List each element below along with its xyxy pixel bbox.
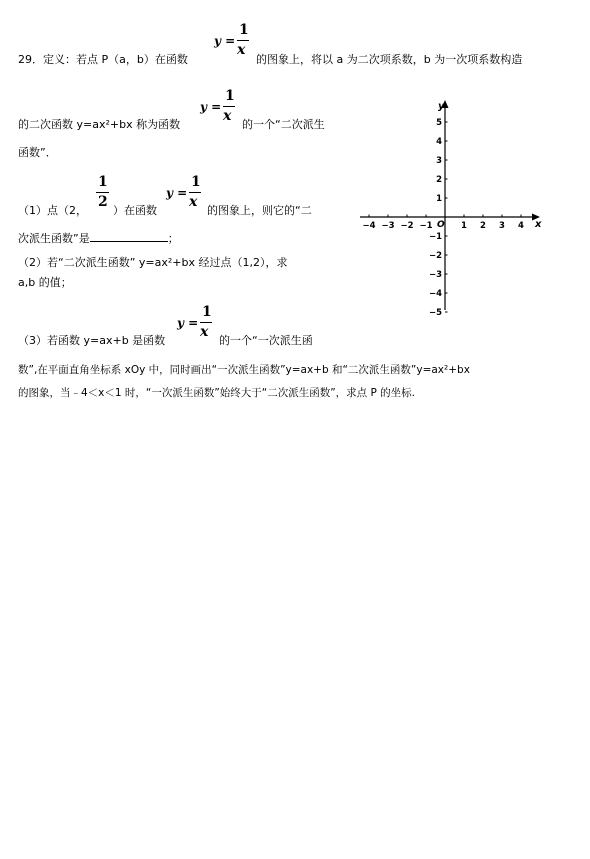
y-tick-label: 1 xyxy=(436,194,442,204)
problem-line-1: 29．定义：若点 P（a，b）在函数 xyxy=(18,53,188,66)
problem-line-1-tail: 的图象上，将以 a 为二次项系数，b 为一次项系数构造 xyxy=(256,53,523,66)
y-tick-label: −2 xyxy=(428,251,442,261)
x-tick-label: 2 xyxy=(480,221,486,231)
question-3-part-b: 的一个“一次派生函 xyxy=(219,334,313,347)
question-3-line-3: 的图象，当﹣4＜x＜1 时，“一次派生函数”始终大于“二次派生函数”，求点 P 的坐标. xyxy=(18,387,416,399)
half-denominator: 2 xyxy=(98,194,108,210)
question-1-prompt: 次派生函数”是 xyxy=(18,232,90,245)
problem-line-2: 的二次函数 y=ax²+bx 称为函数 xyxy=(18,118,181,131)
half-numerator: 1 xyxy=(98,174,108,190)
question-1-line-2 xyxy=(18,232,179,246)
x-tick-label: −4 xyxy=(362,221,376,231)
x-tick-label: 4 xyxy=(518,221,524,231)
formula-y-equals-1-over-x xyxy=(166,175,206,217)
x-tick-label: 1 xyxy=(461,221,467,231)
question-1-part-c: 的图象上，则它的“二 xyxy=(207,204,312,217)
formula-denominator: x xyxy=(237,42,246,58)
question-1-end: ； xyxy=(167,232,179,245)
answer-blank[interactable] xyxy=(90,232,168,242)
question-3-line-2: 数”,在平面直角坐标系 xOy 中，同时画出“一次派生函数”y=ax+b 和“二次派生函数”y=ax²+bx xyxy=(18,364,470,376)
formula-lhs: y = xyxy=(200,100,222,114)
y-tick-label: 4 xyxy=(436,137,442,147)
question-1-part-b: ）在函数 xyxy=(113,204,157,217)
formula-denominator: x xyxy=(223,108,232,124)
y-axis-label: y xyxy=(438,101,445,112)
y-tick-label: −1 xyxy=(428,232,442,242)
y-tick-label: 3 xyxy=(436,156,442,166)
question-3-part-a: （3）若函数 y=ax+b 是函数 xyxy=(18,334,166,347)
coordinate-axes xyxy=(350,95,550,325)
fraction-one-half xyxy=(96,175,110,217)
x-tick-label: −2 xyxy=(400,221,414,231)
formula-numerator: 1 xyxy=(202,304,212,320)
y-tick-label: 2 xyxy=(436,175,442,185)
x-axis-label: x xyxy=(535,219,542,230)
formula-y-equals-1-over-x xyxy=(200,89,240,131)
question-2-line-2: a,b 的值； xyxy=(18,276,72,289)
y-tick-label: 5 xyxy=(436,118,442,128)
question-2-line-1: （2）若“二次派生函数” y=ax²+bx 经过点（1,2），求 xyxy=(18,256,288,269)
x-tick-label: −3 xyxy=(381,221,395,231)
x-tick-label: −1 xyxy=(419,221,433,231)
formula-lhs: y = xyxy=(177,316,199,330)
formula-lhs: y = xyxy=(214,34,236,48)
problem-line-2-tail: 的一个“二次派生 xyxy=(242,118,325,131)
y-tick-label: −5 xyxy=(428,308,442,318)
formula-y-equals-1-over-x xyxy=(177,305,217,347)
question-1-part-a: （1）点（2， xyxy=(18,204,87,217)
formula-lhs: y = xyxy=(166,186,188,200)
y-tick-label: −4 xyxy=(428,289,442,299)
problem-line-3: 函数”． xyxy=(18,146,57,159)
formula-numerator: 1 xyxy=(239,22,249,38)
origin-label: O xyxy=(437,220,445,230)
formula-numerator: 1 xyxy=(191,174,201,190)
y-tick-label: −3 xyxy=(428,270,442,280)
formula-denominator: x xyxy=(200,324,209,340)
formula-denominator: x xyxy=(189,194,198,210)
x-tick-label: 3 xyxy=(499,221,505,231)
formula-y-equals-1-over-x xyxy=(214,23,254,65)
formula-numerator: 1 xyxy=(225,88,235,104)
